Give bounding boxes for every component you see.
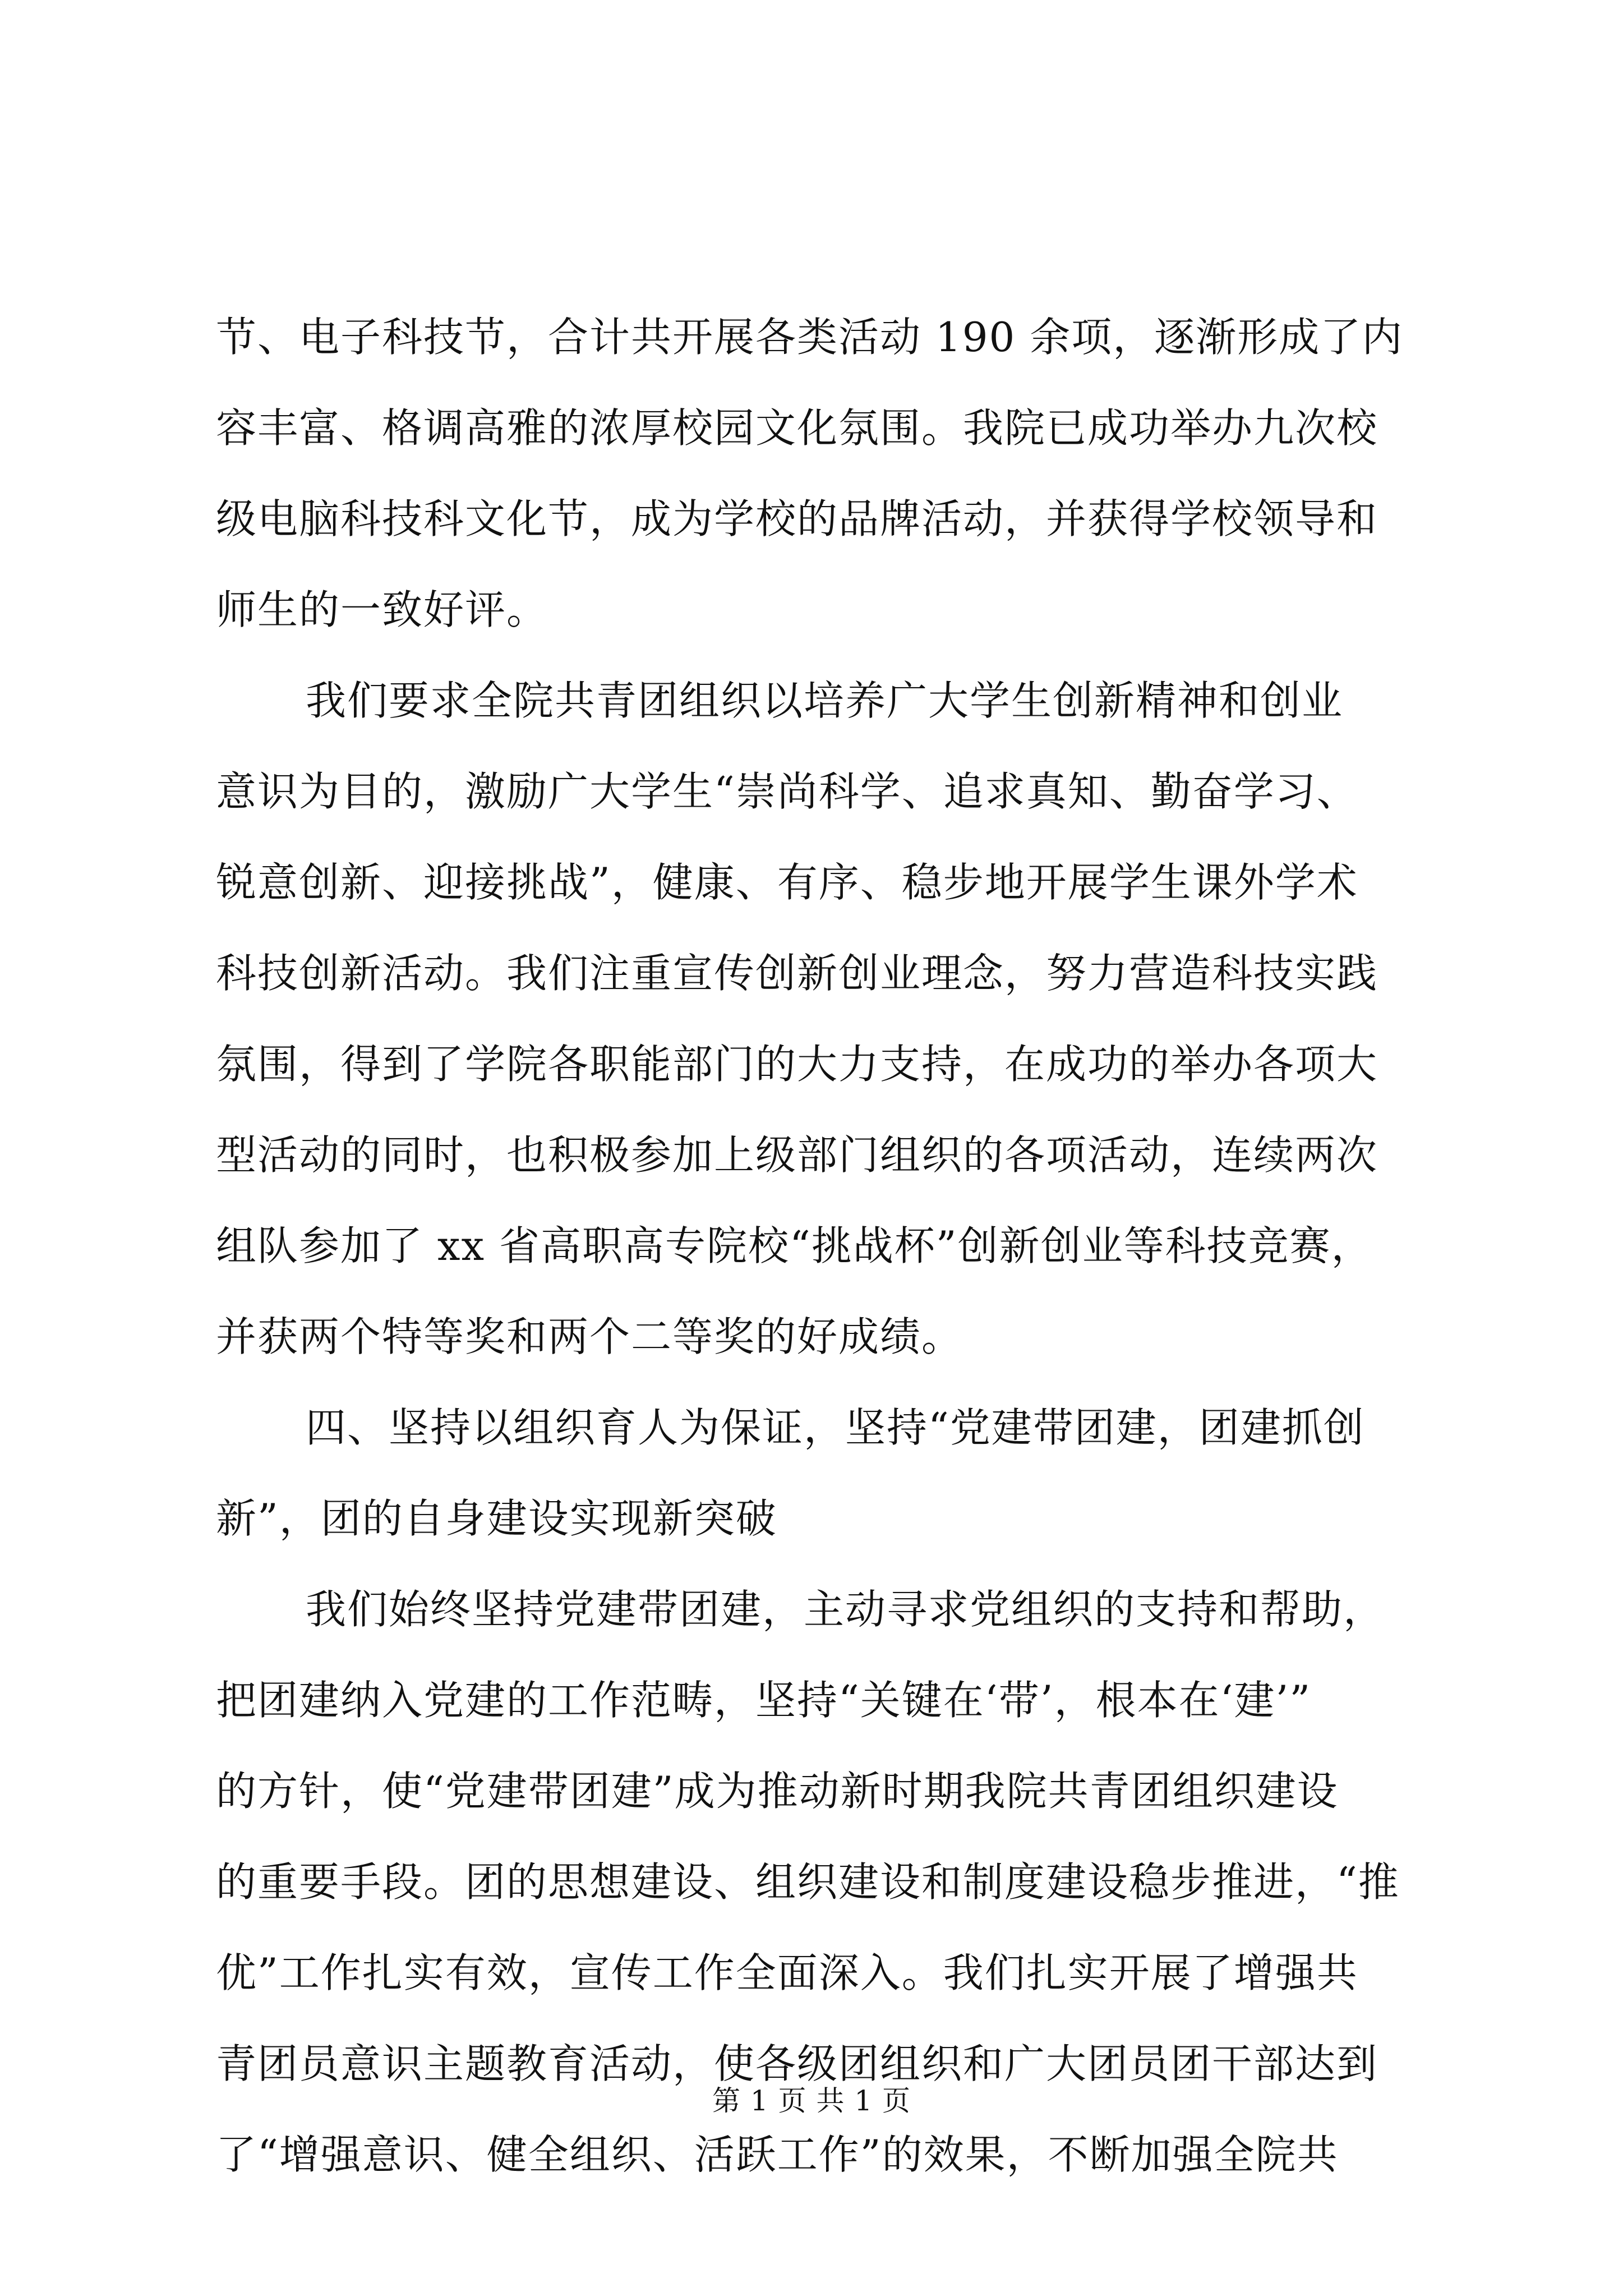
text-line: 青团员意识主题教育活动，使各级团组织和广大团员团干部达到 [216, 2040, 1378, 2087]
text-line: 级电脑科技科文化节，成为学校的品牌活动，并获得学校领导和 [216, 495, 1378, 542]
section-heading-line: 新”，团的自身建设实现新突破 [216, 1495, 777, 1542]
text-line: 组队参加了 xx 省高职高专院校“挑战杯”创新创业等科技竞赛， [216, 1222, 1373, 1269]
paragraph-first-line: 我们始终坚持党建带团建，主动寻求党组织的支持和帮助， [306, 1586, 1385, 1633]
text-line: 优”工作扎实有效，宣传工作全面深入。我们扎实开展了增强共 [216, 1949, 1358, 1996]
text-line: 容丰富、格调高雅的浓厚校园文化氛围。我院已成功举办九次校 [216, 404, 1378, 452]
text-line: 节、电子科技节，合计共开展各类活动 190 余项，逐渐形成了内 [216, 314, 1404, 361]
text-line: 科技创新活动。我们注重宣传创新创业理念，努力营造科技实践 [216, 950, 1378, 997]
text-line: 锐意创新、迎接挑战”，健康、有序、稳步地开展学生课外学术 [216, 859, 1358, 906]
text-line: 意识为目的，激励广大学生“崇尚科学、追求真知、勤奋学习、 [216, 768, 1358, 815]
text-line: 并获两个特等奖和两个二等奖的好成绩。 [216, 1313, 963, 1360]
text-line: 把团建纳入党建的工作范畴，坚持“关键在‘带’，根本在‘建’” [216, 1677, 1312, 1724]
text-line: 师生的一致好评。 [216, 586, 548, 633]
text-line: 的方针，使“党建带团建”成为推动新时期我院共青团组织建设 [216, 1768, 1339, 1815]
text-line: 的重要手段。团的思想建设、组织建设和制度建设稳步推进，“推 [216, 1858, 1400, 1906]
section-heading-line: 四、坚持以组织育人为保证，坚持“党建带团建，团建抓创 [306, 1404, 1365, 1451]
text-line: 氛围，得到了学院各职能部门的大力支持，在成功的举办各项大 [216, 1041, 1378, 1088]
document-body [216, 292, 1416, 2200]
text-line: 了“增强意识、健全组织、活跃工作”的效果，不断加强全院共 [216, 2131, 1339, 2178]
text-line: 型活动的同时，也积极参加上级部门组织的各项活动，连续两次 [216, 1131, 1378, 1179]
page-number-footer: 第 1 页 共 1 页 [712, 2085, 911, 2117]
paragraph-first-line: 我们要求全院共青团组织以培养广大学生创新精神和创业 [306, 677, 1344, 724]
